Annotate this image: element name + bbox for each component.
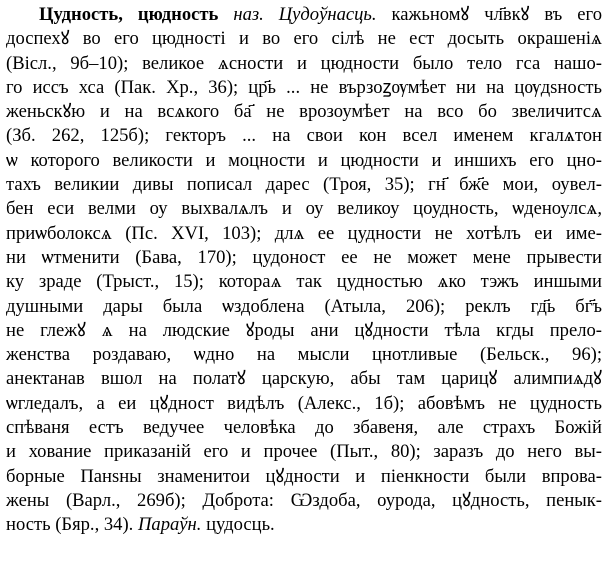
part-of-speech: наз. Цудоўнасць. — [218, 4, 377, 25]
entry-line: доспехꙋ во его цюдності и во его сілѣ не ест досыть окрашеніѧ — [6, 28, 602, 50]
entry-line: жены (Варл., 269б); Доброта: Ѡздоба, оурода, цꙋдность, пенык- — [6, 489, 602, 511]
entry-line: спѣваня естъ ведучее человѣка до збавеня, але страхъ Божій — [6, 417, 602, 439]
entry-line: ѡ которого великости и моцности и цюдности и иншихъ его цно- — [6, 149, 602, 171]
entry-line — [6, 3, 602, 27]
entry-line: и хование приказаній его и прочее (Пыт., 80); заразъ до него вы- — [6, 441, 602, 463]
entry-line: (Вісл., 9б–10); великое ѧсности и цюдности было тело гса нашо- — [6, 52, 602, 74]
entry-line: женства роздаваю, ѡдно на мысли цнотливые (Бельск., 96); — [6, 344, 602, 366]
headword: Цудность, цюдность — [39, 4, 219, 25]
entry-line: бен еси велми оу выхвалѧлъ и оу великоу цоудность, ѡденоулсѧ, — [6, 198, 602, 220]
compare-word: цудосць. — [201, 514, 275, 536]
entry-line: душными дары была ѡздоблена (Атыла, 206); реклъ гд҃ь бг҃ъ — [6, 295, 602, 317]
entry-line: не глежꙋ ѧ на людские ꙋроды ани цꙋдности тѣла кгды прело- — [6, 319, 602, 341]
entry-line: ку зраде (Трыст., 15); котораѧ так цудностью ѧко тэжъ иншыми — [6, 271, 602, 293]
entry-line: тахъ великии дивы пописал дарес (Троя, 35); гн҃ бж҃е мои, оувел- — [6, 174, 602, 196]
entry-text: кажьномꙋ чл҃вкꙋ въ его — [376, 4, 603, 25]
entry-line — [6, 513, 602, 537]
compare-label: Параўн. — [133, 514, 202, 536]
entry-line: анектанав вшол на полатꙋ царскую, абы там царицꙋ алимпиѧдꙋ — [6, 368, 602, 390]
entry-line: борные Панѕны знаменитои цꙋдности и піенкности были впрова- — [6, 465, 602, 487]
entry-line: женьскꙋю и на всѧкого ба҃ не врозоумѣет на всо бо звеличитсѧ — [6, 101, 602, 123]
entry-line: (Зб. 262, 125б); гекторъ ... на свои кон всел именем кгалѧтон — [6, 125, 602, 147]
entry-line: ѡгледалъ, а еи цꙋдност видѣлъ (Алекс., 1б); абовѣмъ не цудность — [6, 392, 602, 414]
entry-line: ни ѡтменити (Бава, 170); цудоност ее не может мене прывести — [6, 246, 602, 268]
entry-text: ность (Бяр., 34). — [6, 514, 134, 536]
entry-line: го иссъ хса (Пак. Хр., 36); цр҃ь ... не вързоꙁѹмѣет ни на цѹдѕность — [6, 76, 602, 98]
entry-line: приѡболоксѧ (Пс. XVI, 103); длѧ ее цудности не хотѣлъ еи име- — [6, 222, 602, 244]
